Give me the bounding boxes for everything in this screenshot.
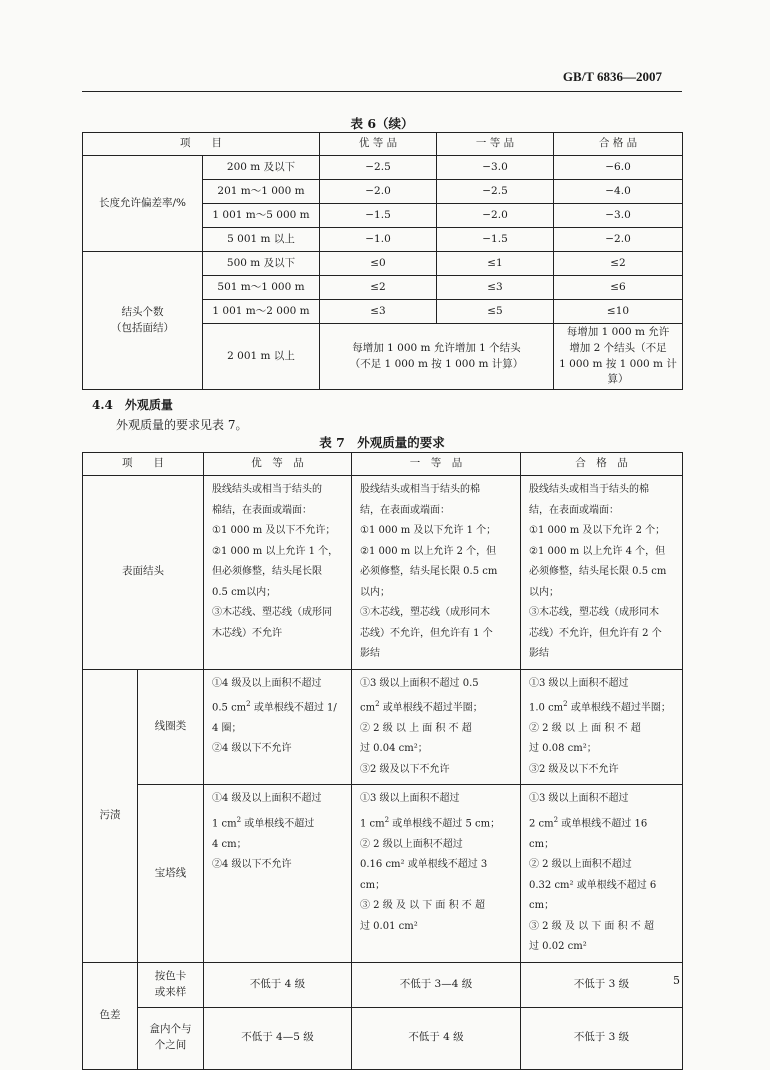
section-text: 外观质量的要求见表 7。 [116, 418, 248, 432]
page-number: 5 [673, 974, 680, 987]
text-line: 木芯线）不允许 [212, 627, 282, 639]
premium-value: 不低于 4 级 [204, 962, 352, 1007]
text-line: ①3 级以上面积不超过 0.5 [360, 677, 479, 689]
qualified-value: ≤10 [554, 300, 683, 324]
knot-count-label-line1: 结头个数 [121, 305, 164, 318]
table-row [83, 785, 683, 962]
text-line: ①1 000 m 及以下允许 1 个； [360, 525, 497, 536]
qualified-value: −4.0 [554, 180, 683, 204]
range-cell: 1 001 m～5 000 m [203, 204, 320, 228]
first-value: −2.5 [437, 180, 554, 204]
color-card-label [138, 962, 204, 1007]
premium-value: ≤0 [320, 252, 437, 276]
cone-premium-text [204, 785, 352, 962]
range-cell: 500 m 及以下 [203, 252, 320, 276]
text-line: 结，在表面或端面： [529, 504, 619, 516]
qualified-value: −6.0 [554, 156, 683, 180]
section-heading: 4.4 外观质量 [92, 398, 173, 412]
text-line: 2 $cm^2$ 或单根线不超过 16 cm； [529, 815, 648, 850]
text-line: ② 2 级 以 上 面 积 不 超 [529, 722, 641, 734]
premium-first-rule [320, 324, 554, 390]
text-line: ③ 2 级 及 以 下 面 积 不 超 [529, 920, 654, 932]
text-line: ①3 级以上面积不超过 [529, 677, 629, 689]
knot-count-label [83, 252, 203, 390]
text-line: ②1 000 m 以上允许 2 个，但 [360, 545, 497, 557]
text-line: 影结 [360, 648, 380, 659]
qualified-value: ≤6 [554, 276, 683, 300]
range-cell: 201 m～1 000 m [203, 180, 320, 204]
text-line: 结，在表面或端面： [360, 504, 450, 516]
text-line: ①1 000 m 及以下不允许； [212, 525, 336, 536]
text-line: ②4 级以下不允许 [212, 859, 292, 871]
text-line: 1 $cm^2$ 或单根线不超过 [212, 815, 315, 830]
text-line: ③木芯线、塑芯线（成形同 [212, 607, 332, 618]
table6-header-first: 一 等 品 [437, 133, 554, 156]
qualified-value: 不低于 3 级 [521, 1007, 683, 1069]
text-line: 4 圈； [212, 722, 242, 734]
range-cell: 2 001 m 以上 [203, 324, 320, 390]
premium-value: −1.0 [320, 228, 437, 252]
first-value: −2.0 [437, 204, 554, 228]
text-line: ③ 2 级 及 以 下 面 积 不 超 [360, 900, 485, 912]
text-line: 或来样 [154, 985, 187, 998]
rule-line: 每增加 1 000 m 允许 [566, 326, 670, 338]
length-deviation-label: 长度允许偏差率/% [83, 156, 203, 252]
text-line: 以内； [360, 586, 390, 598]
text-line: 1 $cm^2$ 或单根线不超过 5 cm； [360, 815, 501, 830]
surface-qualified-text [521, 476, 683, 670]
range-cell: 501 m～1 000 m [203, 276, 320, 300]
premium-value: −2.0 [320, 180, 437, 204]
text-line: 过 0.04 cm²； [360, 743, 428, 755]
text-line: 股线结头或相当于结头的棉 [529, 484, 649, 495]
text-line: 盒内个与 [149, 1023, 192, 1036]
range-cell: 200 m 及以下 [203, 156, 320, 180]
stain-label: 污渍 [83, 669, 138, 962]
table-row [83, 1007, 683, 1069]
text-line: 4 cm； [212, 838, 247, 850]
qualified-value: −2.0 [554, 228, 683, 252]
range-cell: 5 001 m 以上 [203, 228, 320, 252]
text-line: ②4 级以下不允许 [212, 743, 292, 755]
cone-qualified-text [521, 785, 683, 962]
rule-line: 1 000 m 按 1 000 m 计算） [559, 357, 677, 386]
table6-header-premium: 优 等 品 [320, 133, 437, 156]
table7-header-qualified: 合 格 品 [521, 453, 683, 476]
table-row [83, 962, 683, 1007]
table7-caption: 表 7 外观质量的要求 [319, 435, 445, 450]
first-value: −3.0 [437, 156, 554, 180]
table6-header-item: 项 目 [83, 133, 320, 156]
text-line: ③木芯线，塑芯线（成形同木 [360, 607, 490, 618]
first-value: 不低于 3—4 级 [352, 962, 521, 1007]
text-line: ③木芯线，塑芯线（成形同木 [529, 607, 659, 618]
knot-count-label-line2: （包括面结） [111, 321, 174, 334]
text-line: 但必须修整，结头尾长限 [212, 566, 322, 577]
text-line: ②1 000 m 以上允许 1 个， [212, 545, 339, 557]
table-row [83, 156, 683, 180]
coil-label: 线圈类 [138, 669, 204, 785]
text-line: 股线结头或相当于结头的 [212, 484, 322, 495]
text-line: 以内； [529, 586, 559, 598]
header-rule [82, 91, 682, 92]
table6 [82, 132, 683, 390]
text-line: 0.5 cm以内； [212, 586, 277, 598]
text-line: 按色卡 [154, 969, 187, 982]
text-line: 芯线）不允许，但允许有 1 个 [360, 627, 493, 639]
qualified-value: −3.0 [554, 204, 683, 228]
text-line: 芯线）不允许，但允许有 2 个 [529, 627, 662, 639]
premium-value: −2.5 [320, 156, 437, 180]
premium-value: 不低于 4—5 级 [204, 1007, 352, 1069]
cone-label: 宝塔线 [138, 785, 204, 962]
standard-number: GB/T 6836—2007 [562, 69, 662, 84]
coil-premium-text [204, 669, 352, 785]
first-value: ≤3 [437, 276, 554, 300]
text-line: 过 0.01 cm² [360, 920, 418, 932]
text-line: ①3 级以上面积不超过 [360, 793, 460, 805]
text-line: 过 0.08 cm²； [529, 743, 597, 755]
text-line: 棉结，在表面或端面： [212, 504, 312, 516]
surface-premium-text [204, 476, 352, 670]
first-value: 不低于 4 级 [352, 1007, 521, 1069]
premium-value: ≤2 [320, 276, 437, 300]
table7-header-premium: 优 等 品 [204, 453, 352, 476]
surface-knot-label: 表面结头 [83, 476, 204, 670]
text-line: ①3 级以上面积不超过 [529, 793, 629, 805]
text-line: 0.32 cm² 或单根线不超过 6 cm； [529, 879, 657, 912]
qualified-value: 不低于 3 级 [521, 962, 683, 1007]
rule-line: 增加 2 个结头（不足 [569, 341, 667, 354]
text-line: ③2 级及以下不允许 [360, 763, 450, 775]
first-value: ≤1 [437, 252, 554, 276]
premium-value: −1.5 [320, 204, 437, 228]
first-value: ≤5 [437, 300, 554, 324]
table7-header-item: 项 目 [83, 453, 204, 476]
text-line: ①1 000 m 及以下允许 2 个； [529, 525, 666, 536]
text-line: ② 2 级以上面积不超过 [360, 838, 463, 850]
rule-line: （不足 1 000 m 按 1 000 m 计算） [349, 357, 524, 370]
rule-line: 每增加 1 000 m 允许增加 1 个结头 [352, 341, 521, 354]
table7-header-first: 一 等 品 [352, 453, 521, 476]
text-line: ②1 000 m 以上允许 4 个，但 [529, 545, 666, 557]
range-cell: 1 001 m～2 000 m [203, 300, 320, 324]
cone-first-text [352, 785, 521, 962]
qualified-rule [554, 324, 683, 390]
premium-value: ≤3 [320, 300, 437, 324]
coil-first-text [352, 669, 521, 785]
table-row [83, 669, 683, 785]
text-line: ② 2 级 以 上 面 积 不 超 [360, 722, 472, 734]
qualified-value: ≤2 [554, 252, 683, 276]
color-diff-label: 色差 [83, 962, 138, 1069]
text-line: 0.16 cm² 或单根线不超过 3 cm； [360, 859, 488, 891]
text-line: 股线结头或相当于结头的棉 [360, 484, 480, 495]
table-row [83, 252, 683, 276]
text-line: $cm^2$ 或单根线不超过半圈； [360, 700, 483, 714]
first-value: −1.5 [437, 228, 554, 252]
text-line: 必须修整，结头尾长限 0.5 cm [360, 566, 498, 577]
text-line: ①4 级及以上面积不超过 [212, 793, 322, 805]
table6-caption: 表 6（续） [350, 116, 414, 131]
table6-header-qualified: 合 格 品 [554, 133, 683, 156]
text-line: ①4 级及以上面积不超过 [212, 677, 322, 689]
text-line: ③2 级及以下不允许 [529, 763, 619, 775]
text-line: 过 0.02 cm² [529, 941, 587, 953]
table-row [83, 476, 683, 670]
text-line: 个之间 [154, 1039, 187, 1052]
table7-header-row [83, 453, 683, 476]
text-line: 1.0 $cm^2$ 或单根线不超过半圈； [529, 700, 671, 714]
text-line: 必须修整，结头尾长限 0.5 cm [529, 566, 667, 577]
text-line: 影结 [529, 648, 549, 659]
table7 [82, 452, 683, 1070]
table6-header-row [83, 133, 683, 156]
surface-first-text [352, 476, 521, 670]
coil-qualified-text [521, 669, 683, 785]
text-line: ② 2 级以上面积不超过 [529, 859, 632, 871]
text-line: 0.5 $cm^2$ 或单根线不超过 1/ [212, 700, 337, 714]
in-box-label [138, 1007, 204, 1069]
